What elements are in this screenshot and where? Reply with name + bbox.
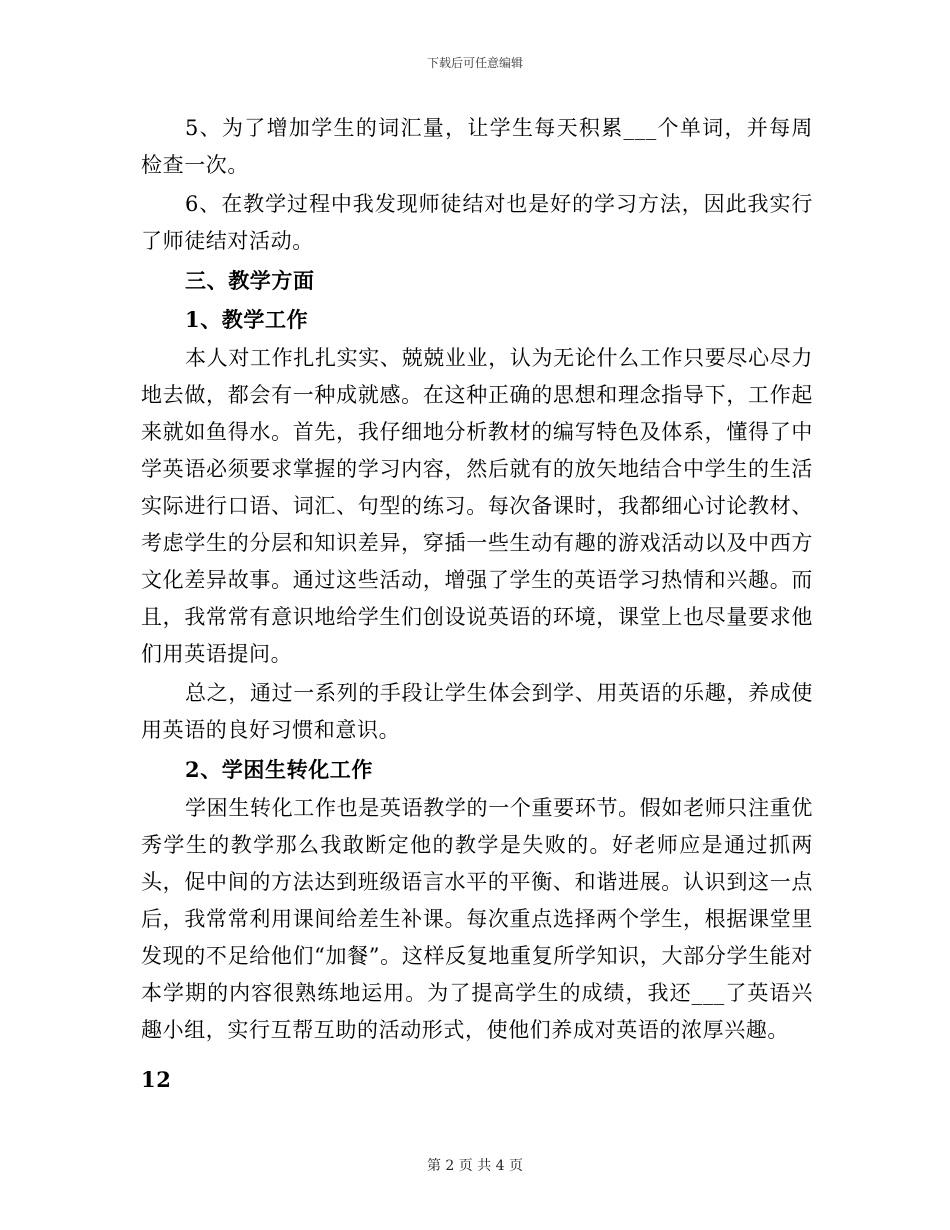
paragraph-teaching-work: 本人对工作扎扎实实、兢兢业业，认为无论什么工作只要尽心尽力地去做，都会有一种成就感。在这种正确的思想和理念指导下，工作起来就如鱼得水。首先，我仔细地分析教材的编写特色及体系，懂得了中学英语必须要求掌握的学习内容，然后就有的放矢地结合中学生的生活实际进行口语、词汇、句型的练习。每次备课时，我都细心讨论教材、考虑学生的分层和知识差异，穿插一些生动有趣的游戏活动以及中西方文化差异故事。通过这些活动，增强了学生的英语学习热情和兴趣。而且，我常常有意识地给学生们创设说英语的环境，课堂上也尽量要求他们用英语提问。 [141,346,813,666]
paragraph-item-5: 5、为了增加学生的词汇量，让学生每天积累___个单词，并每周检查一次。 [141,116,813,177]
paragraph-summary: 总之，通过一系列的手段让学生体会到学、用英语的乐趣，养成使用英语的良好习惯和意识。 [141,681,813,742]
paragraph-struggling-students: 学困生转化工作也是英语教学的一个重要环节。假如老师只注重优秀学生的教学那么我敢断定他的教学是失败的。好老师应是通过抓两头，促中间的方法达到班级语言水平的平衡、和谐进展。认识到这一点后，我常常利用课间给差生补课。每次重点选择两个学生，根据课堂里发现的不足给他们“加餐”。这样反复地重复所学知识，大部分学生能对本学期的内容很熟练地运用。为了提高学生的成绩，我还___了英语兴趣小组，实行互帮互助的活动形式，使他们养成对英语的浓厚兴趣。 [141,796,813,1042]
section-heading-teaching: 三、教学方面 [185,268,315,293]
trailing-number: 12 [141,1067,172,1092]
document-body [141,110,813,1098]
page-header: 下载后可任意编辑 [426,56,523,70]
page-footer: 第 2 页 共 4 页 [426,1158,524,1174]
subheading-struggling-students: 2、学困生转化工作 [185,757,374,782]
subheading-teaching-work: 1、教学工作 [185,307,309,332]
paragraph-item-6: 6、在教学过程中我发现师徒结对也是好的学习方法，因此我实行了师徒结对活动。 [141,192,813,253]
